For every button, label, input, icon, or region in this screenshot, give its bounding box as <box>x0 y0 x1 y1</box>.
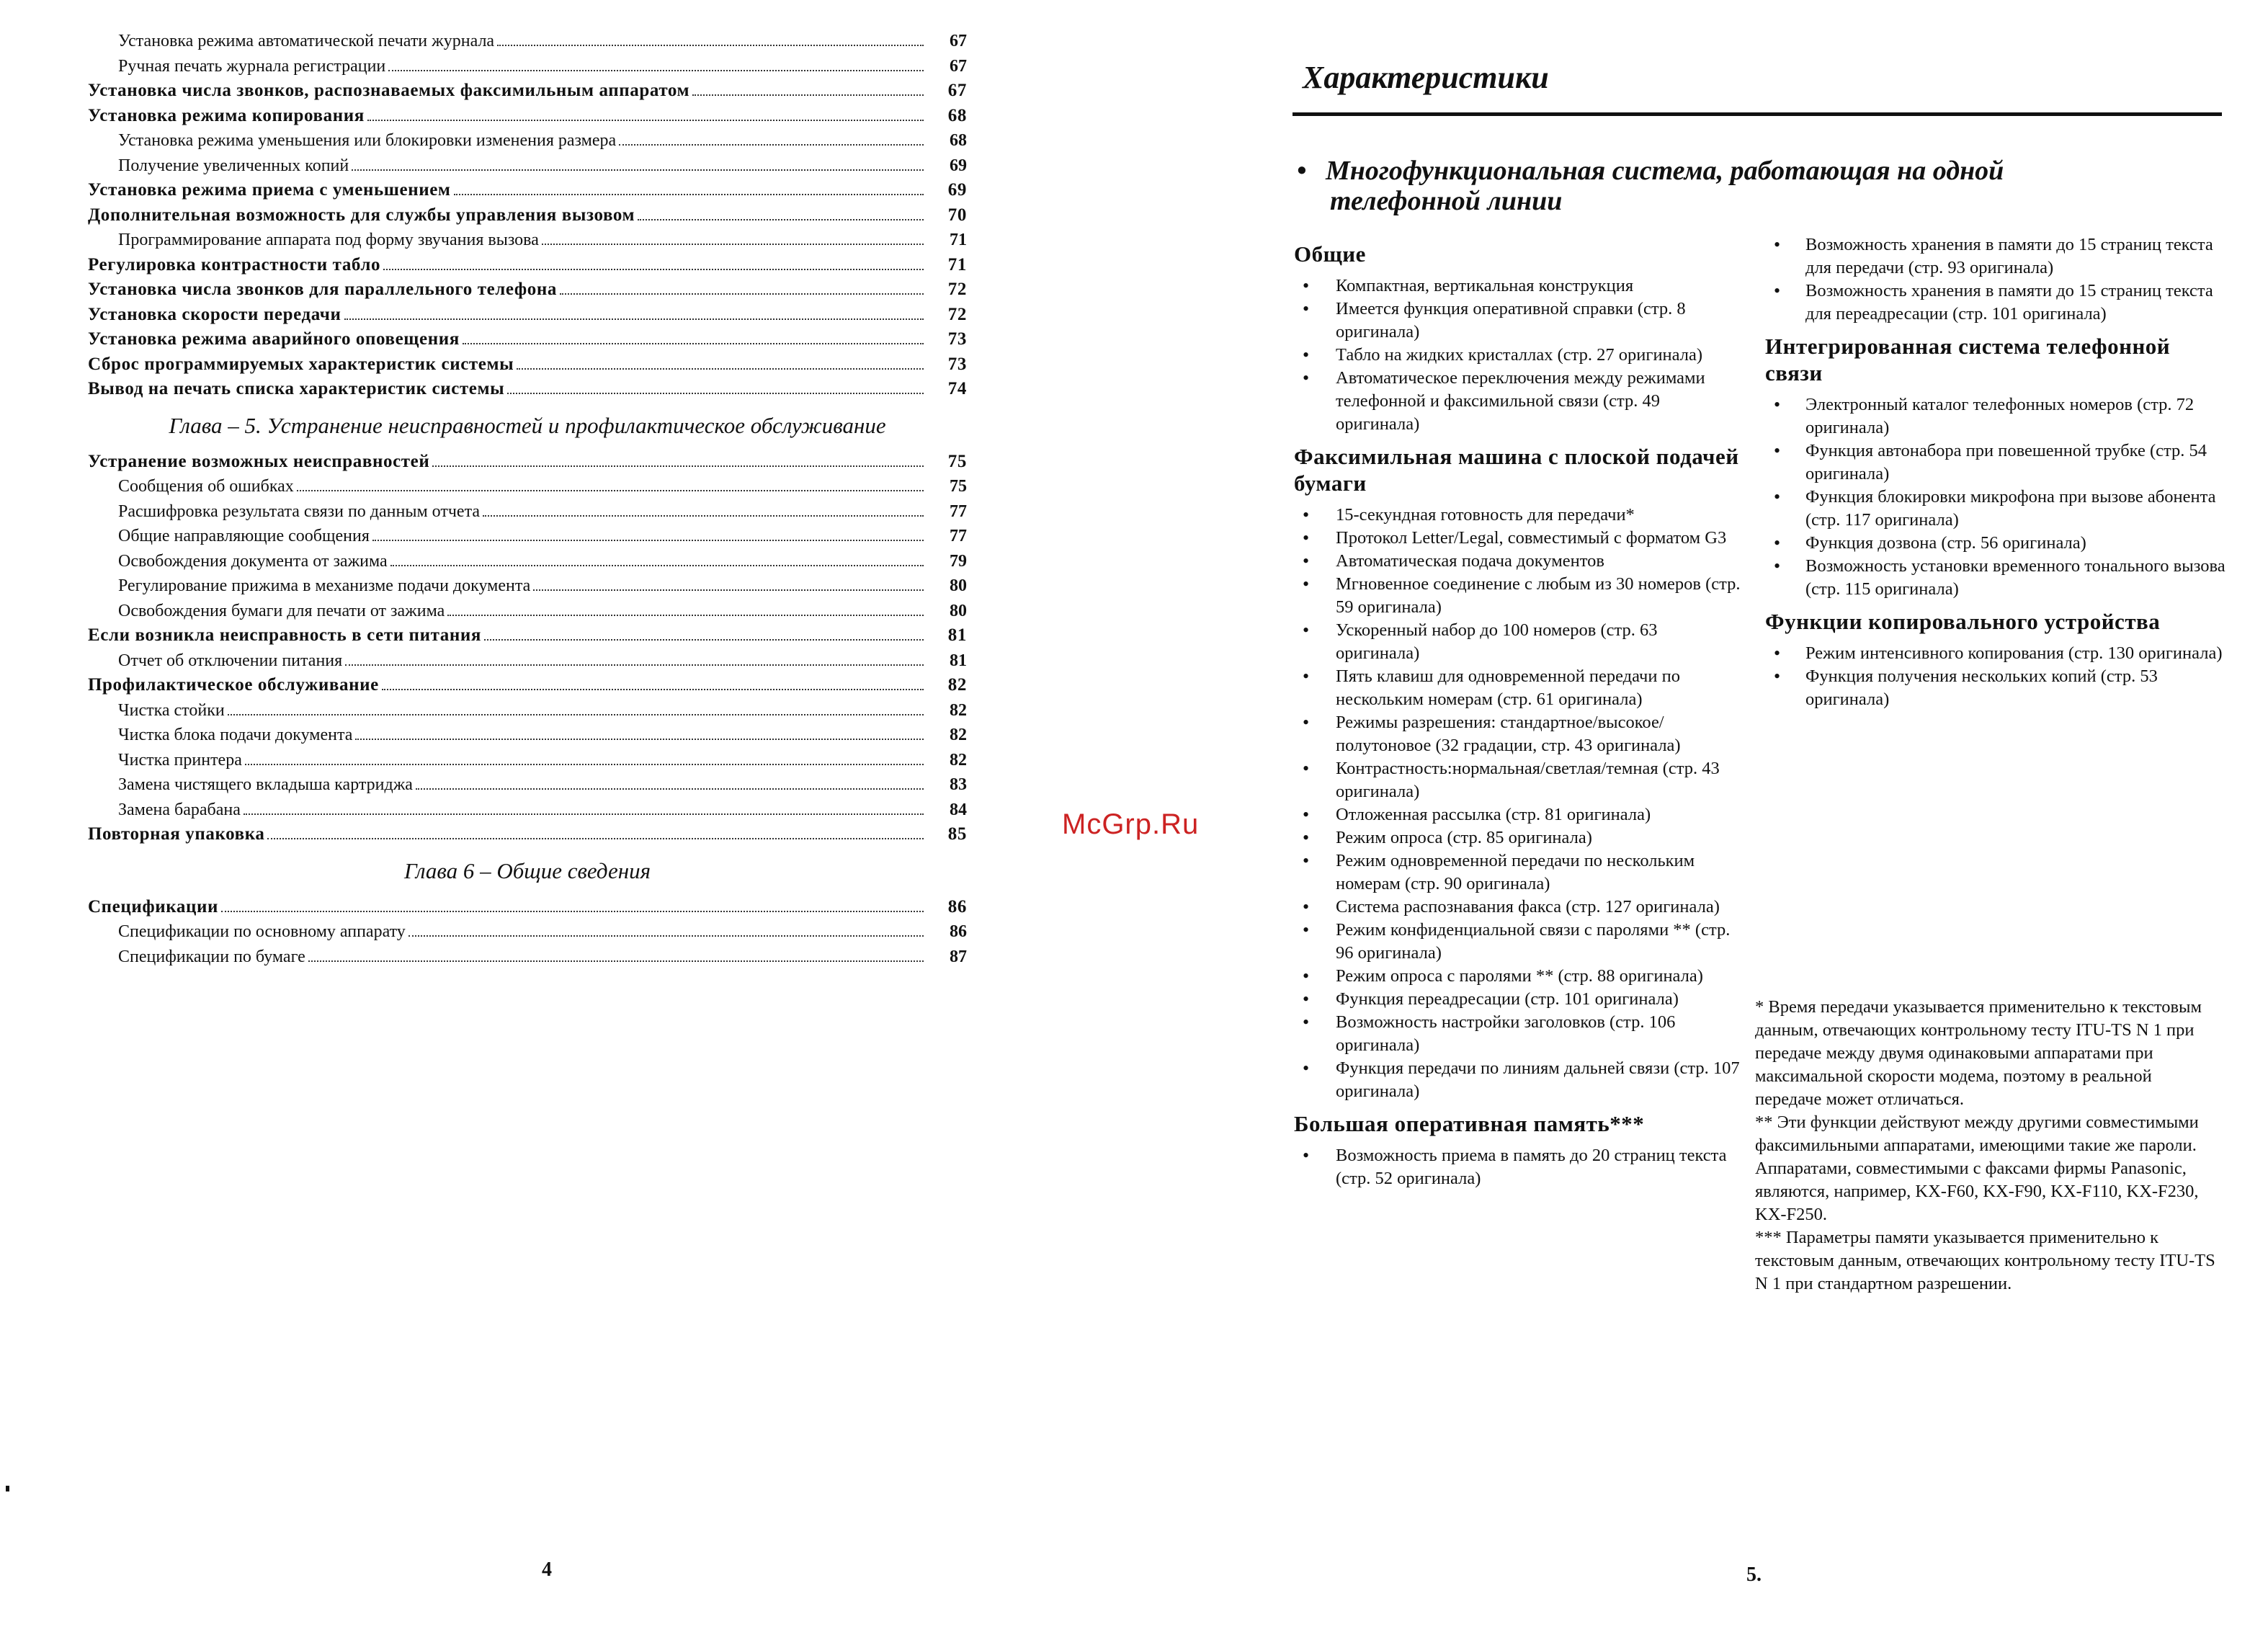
toc-entry-title: Получение увеличенных копий <box>118 156 349 175</box>
toc-entry <box>88 377 967 402</box>
dot-leader <box>355 724 924 740</box>
toc-entry-page: 83 <box>950 775 967 794</box>
toc-entry-title: Устранение возможных неисправностей <box>88 451 430 471</box>
toc-entry-page: 71 <box>947 254 967 275</box>
toc-entry-page: 81 <box>950 651 967 670</box>
chapter-6-heading: Глава 6 – Общие сведения <box>403 857 651 883</box>
toc-entry <box>88 450 967 475</box>
toc-entry <box>88 549 967 574</box>
dot-leader <box>221 896 924 912</box>
toc-entry <box>88 599 967 624</box>
feature-item: • Возможность хранения в памяти до 15 страниц текста для передачи (стр. 93 оригинала) <box>1765 233 2226 280</box>
page-title: Характеристики <box>1303 60 1549 95</box>
feature-item: • Возможность установки временного тонального вызова (стр. 115 оригинала) <box>1765 555 2226 601</box>
section-heading: Большая оперативная память*** <box>1294 1111 1645 1136</box>
dot-leader <box>454 179 924 195</box>
toc-entry-title: Освобождения документа от зажима <box>118 551 388 571</box>
toc-entry-title: Сообщения об ошибках <box>118 477 294 496</box>
toc-entry <box>88 128 967 153</box>
dot-leader <box>560 279 924 295</box>
toc-entry-title: Установка числа звонков, распознаваемых факсимильным аппаратом <box>88 81 690 100</box>
feature-item: • Режим опроса с паролями ** (стр. 88 оригинала) <box>1294 965 1744 988</box>
table-of-contents <box>88 29 967 969</box>
toc-block-general <box>88 895 967 970</box>
feature-item: • Имеется функция оперативной справки (стр. 8 оригинала) <box>1294 298 1744 344</box>
toc-entry <box>88 499 967 525</box>
dot-leader <box>372 525 924 541</box>
toc-entry-page: 86 <box>950 922 967 941</box>
toc-entry-page: 70 <box>947 205 967 225</box>
feature-item: • Функция дозвона (стр. 56 оригинала) <box>1765 532 2226 555</box>
toc-entry <box>88 327 967 352</box>
toc-entry-title: Замена чистящего вкладыша картриджа <box>118 775 413 794</box>
dot-leader <box>297 476 924 491</box>
toc-entry-page: 82 <box>950 700 967 720</box>
toc-entry-page: 77 <box>950 501 967 521</box>
toc-entry-title: Установка режима аварийного оповещения <box>88 329 460 349</box>
section-heading: Функции копировального устройства <box>1765 609 2161 634</box>
toc-entry <box>88 524 967 549</box>
toc-entry-page: 67 <box>950 32 967 50</box>
toc-entry-page: 80 <box>950 601 967 620</box>
feature-item: • Ускоренный набор до 100 номеров (стр. 63 оригинала) <box>1294 619 1744 665</box>
dot-leader <box>345 650 924 666</box>
toc-entry-title: Спецификации по бумаге <box>118 947 305 966</box>
toc-entry-page: 79 <box>950 551 967 571</box>
toc-entry-page: 68 <box>947 105 967 125</box>
section-heading: Интегрированная система телефонной связи <box>1765 334 2171 385</box>
feature-item: • Возможность приема в память до 20 страниц текста (стр. 52 оригинала) <box>1294 1144 1744 1190</box>
section-heading: Факсимильная машина с плоской подачей бумаги <box>1294 444 1739 496</box>
dot-leader <box>484 625 924 641</box>
feature-item: • Протокол Letter/Legal, совместимый с форматом G3 <box>1294 527 1744 550</box>
feature-item: • Режим интенсивного копирования (стр. 130 оригинала) <box>1765 642 2226 665</box>
toc-block-troubleshooting <box>88 450 967 847</box>
toc-entry-page: 69 <box>950 156 967 175</box>
toc-entry-title: Замена барабана <box>118 800 241 819</box>
feature-list <box>1765 393 2226 601</box>
dot-leader <box>507 378 924 394</box>
dot-leader <box>382 674 924 690</box>
feature-item: • Автоматическое переключения между режимами телефонной и факсимильной связи (стр. 49 оригинала) <box>1294 367 1744 436</box>
dot-leader <box>245 749 924 765</box>
toc-entry-page: 73 <box>947 354 967 374</box>
toc-block-settings <box>88 29 967 402</box>
dot-leader <box>619 130 924 146</box>
feature-item: • Контрастность:нормальная/светлая/темная (стр. 43 оригинала) <box>1294 757 1744 803</box>
feature-item: • Пять клавиш для одновременной передачи по нескольким номерам (стр. 61 оригинала) <box>1294 665 1744 711</box>
feature-item: • Возможность настройки заголовков (стр. 106 оригинала) <box>1294 1011 1744 1057</box>
toc-entry-title: Общие направляющие сообщения <box>118 527 370 545</box>
feature-list <box>1294 1144 1744 1190</box>
toc-entry <box>88 574 967 599</box>
toc-entry <box>88 748 967 773</box>
toc-entry <box>88 153 967 179</box>
toc-entry <box>88 203 967 228</box>
dot-leader <box>432 451 924 467</box>
footnote: *** Параметры памяти указывается применительно к текстовым данным, отвечающих контрольному тесту ITU-TS N 1 при стандартном разрешении. <box>1755 1228 2215 1293</box>
feature-item: • Функция блокировки микрофона при вызове абонента (стр. 117 оригинала) <box>1765 486 2226 532</box>
toc-entry-title: Если возникла неисправность в сети питания <box>88 625 481 645</box>
toc-entry-title: Освобождения бумаги для печати от зажима <box>118 601 445 620</box>
dot-leader <box>228 700 924 715</box>
toc-entry <box>88 54 967 79</box>
feature-item: • Функция переадресации (стр. 101 оригинала) <box>1294 988 1744 1011</box>
toc-entry-page: 87 <box>950 947 967 966</box>
toc-entry-title: Вывод на печать списка характеристик системы <box>88 379 505 398</box>
feature-item: • Режимы разрешения: стандартное/высокое/полутоновое (32 градации, стр. 43 оригинала) <box>1294 711 1744 757</box>
watermark-logo: McGrp.Ru <box>1062 808 1200 840</box>
feature-item: • Автоматическая подача документов <box>1294 550 1744 573</box>
feature-list <box>1765 642 2226 711</box>
toc-entry-title: Чистка блока подачи документа <box>118 726 353 744</box>
toc-entry-page: 67 <box>950 56 967 76</box>
dot-leader <box>244 799 924 815</box>
toc-entry <box>88 648 967 674</box>
toc-entry-title: Программирование аппарата под форму звучания вызова <box>118 231 539 249</box>
toc-entry <box>88 104 967 129</box>
headline <box>1297 156 2161 216</box>
dot-leader <box>692 80 924 96</box>
toc-entry-title: Установка скорости передачи <box>88 304 341 324</box>
headline-line-1: Многофункциональная система, работающая на одной <box>1326 156 2004 186</box>
toc-entry-page: 69 <box>947 180 967 200</box>
dot-leader <box>352 155 924 171</box>
toc-entry <box>88 228 967 253</box>
toc-entry-page: 81 <box>947 625 967 645</box>
toc-entry <box>88 178 967 203</box>
spec-column-right <box>1765 235 2226 711</box>
footnote: * Время передачи указывается применительно к текстовым данным, отвечающих контрольному тесту ITU-TS N 1 при передаче между двумя одинаковыми аппаратами при максимальной скорости модема, поэтому в реальной передаче может отличаться. <box>1755 997 2202 1109</box>
dot-leader <box>542 229 924 245</box>
feature-item: • Отложенная рассылка (стр. 81 оригинала) <box>1294 803 1744 826</box>
feature-list <box>1294 504 1744 1103</box>
feature-item: • Режим конфиденциальной связи с паролями ** (стр. 96 оригинала) <box>1294 919 1744 965</box>
toc-entry-page: 85 <box>947 824 967 844</box>
toc-entry-title: Чистка стойки <box>118 700 225 720</box>
chapter-5-heading: Глава – 5. Устранение неисправностей и профилактическое обслуживание <box>169 412 886 438</box>
headline-line-2: телефонной линии <box>1330 186 1563 216</box>
feature-item: • Система распознавания факса (стр. 127 оригинала) <box>1294 896 1744 919</box>
toc-entry <box>88 29 967 54</box>
dot-leader <box>267 824 924 839</box>
footnote: ** Эти функции действуют между другими совместимыми факсимильными аппаратами, имеющими такие же пароли. Аппаратами, совместимыми с факсами фирмы Panasonic, являются, например, KX-F60, KX-F90, KX-F110, KX-F230, KX-F250. <box>1755 1112 2199 1224</box>
toc-entry-title: Установка режима уменьшения или блокировки изменения размера <box>118 131 617 150</box>
toc-entry <box>88 723 967 748</box>
footnotes <box>1755 996 2216 1296</box>
dot-leader <box>308 946 924 962</box>
spec-column-left <box>1294 241 1744 1190</box>
toc-entry <box>88 253 967 278</box>
toc-entry <box>88 919 967 945</box>
toc-entry-title: Отчет об отключении питания <box>118 651 343 670</box>
dot-leader <box>533 575 924 591</box>
toc-entry <box>88 895 967 920</box>
feature-item: • Табло на жидких кристаллах (стр. 27 оригинала) <box>1294 344 1744 367</box>
toc-entry-title: Ручная печать журнала регистрации <box>118 56 386 76</box>
toc-entry-title: Регулировка контрастности табло <box>88 254 381 275</box>
dot-leader <box>463 329 924 344</box>
feature-list <box>1765 233 2226 326</box>
toc-entry-page: 77 <box>950 527 967 545</box>
toc-entry <box>88 277 967 303</box>
dot-leader <box>416 774 924 790</box>
toc-entry-page: 82 <box>947 675 967 695</box>
dot-leader <box>390 550 924 566</box>
dot-leader <box>383 254 924 270</box>
feature-list <box>1294 275 1744 436</box>
toc-entry-title: Установка режима копирования <box>88 105 365 125</box>
toc-entry-title: Дополнительная возможность для службы управления вызовом <box>88 205 635 225</box>
dot-leader <box>408 921 924 937</box>
toc-entry <box>88 673 967 698</box>
feature-item: • Возможность хранения в памяти до 15 страниц текста для переадресации (стр. 101 оригинала) <box>1765 280 2226 326</box>
toc-entry-title: Спецификации <box>88 896 219 917</box>
toc-entry-title: Расшифровка результата связи по данным отчета <box>118 501 480 521</box>
feature-item: • Функция получения нескольких копий (стр. 53 оригинала) <box>1765 665 2226 711</box>
toc-entry <box>88 79 967 104</box>
page-number-left: 4 <box>542 1558 552 1581</box>
feature-item: • Функция передачи по линиям дальней связи (стр. 107 оригинала) <box>1294 1057 1744 1103</box>
feature-item: • Мгновенное соединение с любым из 30 номеров (стр. 59 оригинала) <box>1294 573 1744 619</box>
bullet-icon: • <box>1297 156 1307 186</box>
toc-entry-title: Чистка принтера <box>118 750 242 770</box>
toc-entry <box>88 303 967 328</box>
toc-entry <box>88 772 967 798</box>
toc-entry-page: 72 <box>947 280 967 299</box>
toc-entry-title: Установка числа звонков для параллельного телефона <box>88 280 558 299</box>
toc-entry-page: 75 <box>950 477 967 496</box>
toc-entry <box>88 623 967 648</box>
toc-entry-page: 71 <box>950 231 967 249</box>
toc-entry-page: 84 <box>950 800 967 819</box>
feature-item: • Функция автонабора при повешенной трубке (стр. 54 оригинала) <box>1765 440 2226 486</box>
feature-item: • Режим опроса (стр. 85 оригинала) <box>1294 826 1744 849</box>
dot-leader <box>367 105 924 121</box>
dot-leader <box>483 501 924 517</box>
page-number-right: 5. <box>1746 1564 1762 1586</box>
toc-entry-page: 82 <box>950 726 967 744</box>
toc-entry-title: Установка режима приема с уменьшением <box>88 180 451 200</box>
scan-mark <box>6 1486 9 1491</box>
toc-entry-page: 86 <box>947 896 967 917</box>
title-divider <box>1293 112 2222 116</box>
toc-entry-title: Сброс программируемых характеристик системы <box>88 354 514 374</box>
toc-entry-title: Профилактическое обслуживание <box>88 675 379 695</box>
dot-leader <box>638 205 924 220</box>
toc-entry-title: Установка режима автоматической печати журнала <box>118 32 495 50</box>
toc-entry <box>88 822 967 847</box>
toc-entry-page: 73 <box>947 329 967 349</box>
dot-leader <box>517 354 924 370</box>
section-heading: Общие <box>1294 241 1366 267</box>
toc-entry-page: 74 <box>947 379 967 398</box>
toc-entry-page: 75 <box>947 451 967 471</box>
toc-entry <box>88 474 967 499</box>
toc-entry <box>88 352 967 378</box>
feature-item: • 15-секундная готовность для передачи* <box>1294 504 1744 527</box>
feature-item: • Электронный каталог телефонных номеров (стр. 72 оригинала) <box>1765 393 2226 440</box>
toc-entry-title: Повторная упаковка <box>88 824 265 844</box>
dot-leader <box>447 600 924 616</box>
toc-entry-page: 80 <box>950 576 967 595</box>
dot-leader <box>497 30 924 46</box>
toc-entry <box>88 698 967 723</box>
toc-entry-page: 67 <box>947 81 967 100</box>
toc-entry <box>88 798 967 823</box>
toc-entry-title: Регулирование прижима в механизме подачи документа <box>118 576 531 595</box>
dot-leader <box>388 55 924 71</box>
toc-entry-page: 82 <box>950 750 967 770</box>
toc-entry-page: 68 <box>950 131 967 150</box>
toc-entry-page: 72 <box>947 304 967 324</box>
toc-entry-title: Спецификации по основному аппарату <box>118 922 406 941</box>
feature-item: • Компактная, вертикальная конструкция <box>1294 275 1744 298</box>
toc-entry <box>88 945 967 970</box>
dot-leader <box>344 304 924 320</box>
feature-item: • Режим одновременной передачи по нескольким номерам (стр. 90 оригинала) <box>1294 849 1744 896</box>
